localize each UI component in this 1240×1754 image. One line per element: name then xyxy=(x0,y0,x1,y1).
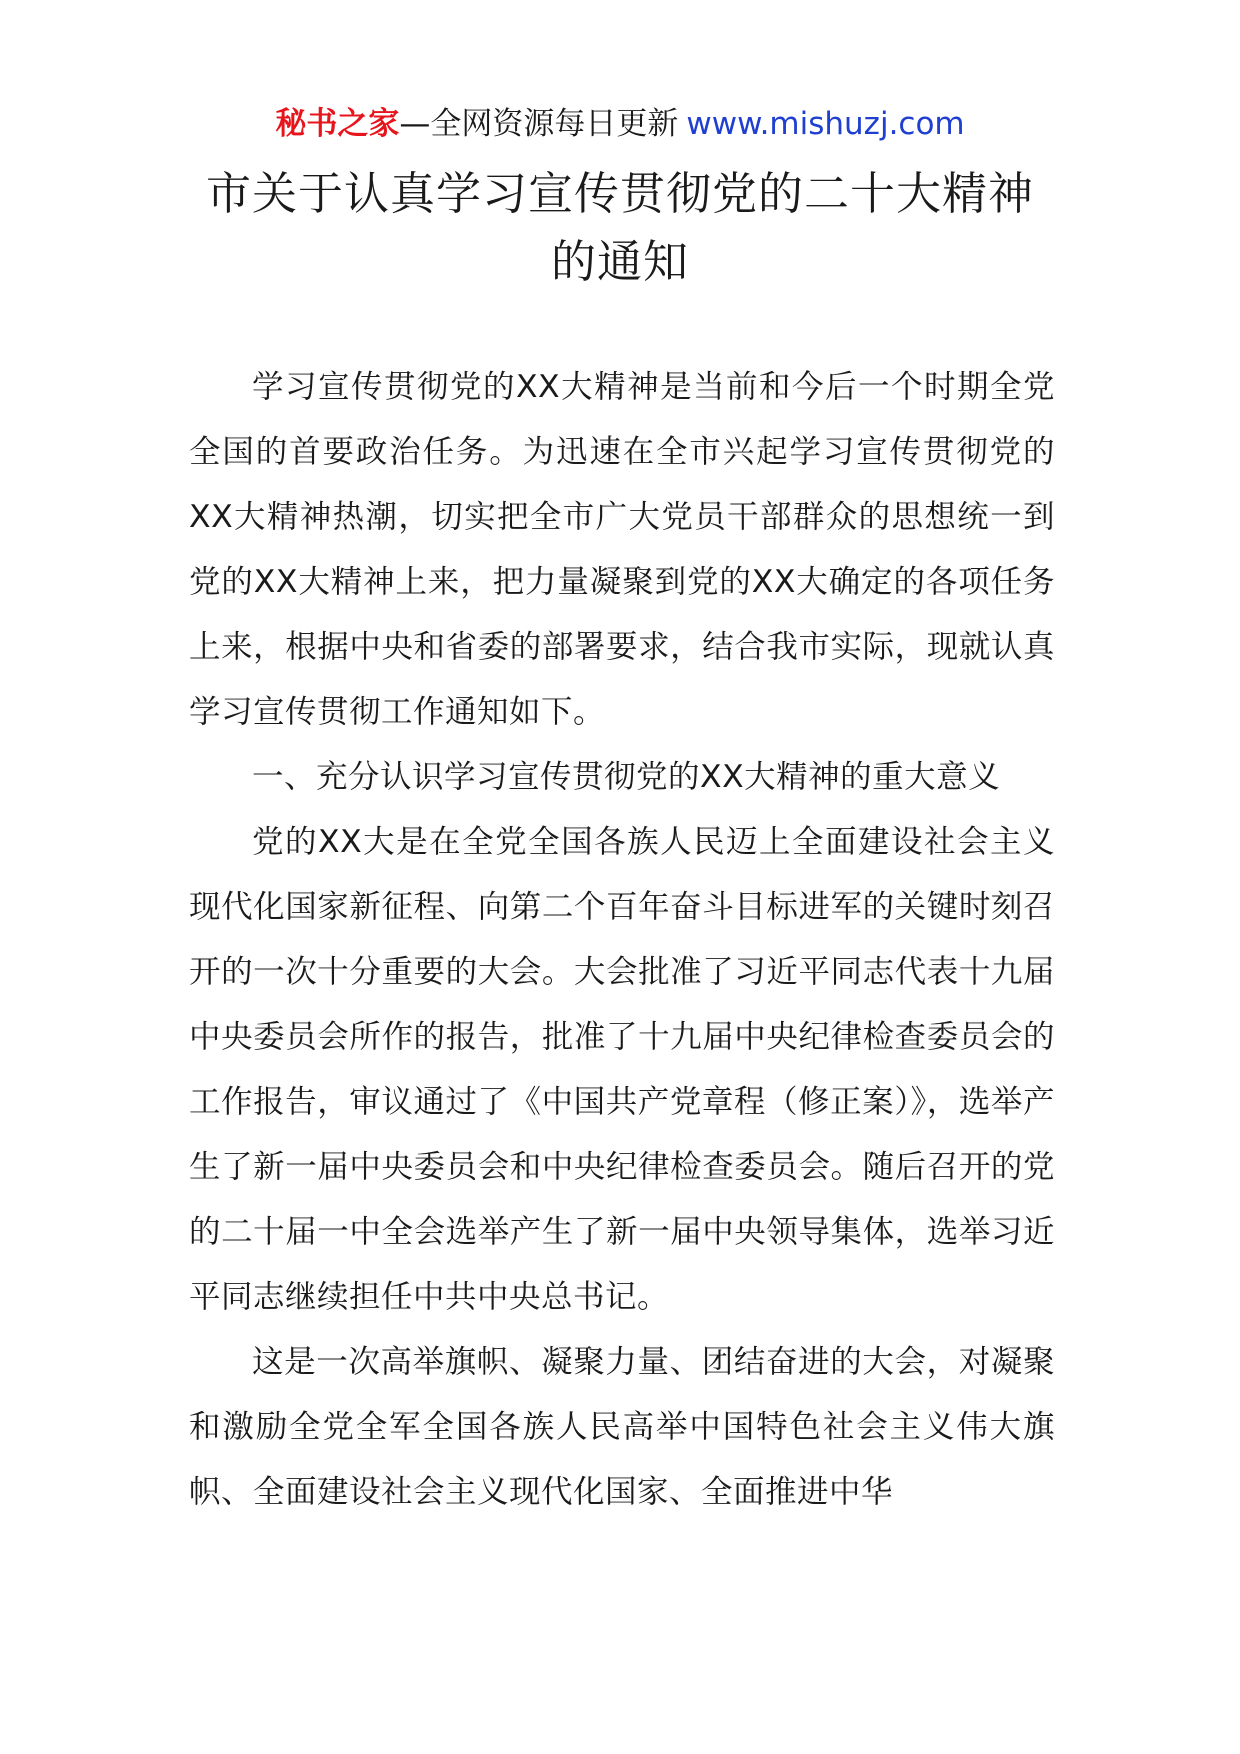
paragraph-congress: 党的XX大是在全党全国各族人民迈上全面建设社会主义现代化国家新征程、向第二个百年奋斗目标进军的关键时刻召开的一次十分重要的大会。大会批准了习近平同志代表十九届中央委员会所作的报告，批准了十九届中央纪律检查委员会的工作报告，审议通过了《中国共产党章程（修正案）》，选举产生了新一届中央委员会和中央纪律检查委员会。随后召开的党的二十届一中全会选举产生了新一届中央领导集体，选举习近平同志继续担任中共中央总书记。 xyxy=(189,824,1055,1315)
document-body xyxy=(189,355,1055,1525)
document-title xyxy=(150,160,1090,296)
title-line-2: 的通知 xyxy=(550,235,689,288)
site-url-link[interactable]: www.mishuzj.com xyxy=(686,106,965,142)
brand-name: 秘书之家 xyxy=(275,106,400,142)
paragraph-intro: 学习宣传贯彻党的XX大精神是当前和今后一个时期全党全国的首要政治任务。为迅速在全市兴起学习宣传贯彻党的XX大精神热潮，切实把全市广大党员干部群众的思想统一到党的XX大精神上来，把力量凝聚到党的XX大确定的各项任务上来，根据中央和省委的部署要求，结合我市实际，现就认真学习宣传贯彻工作通知如下。 xyxy=(189,369,1055,730)
title-line-1: 市关于认真学习宣传贯彻党的二十大精神 xyxy=(205,167,1034,220)
paragraph-significance: 这是一次高举旗帜、凝聚力量、团结奋进的大会，对凝聚和激励全党全军全国各族人民高举中国特色社会主义伟大旗帜、全面建设社会主义现代化国家、全面推进中华 xyxy=(189,1344,1055,1510)
site-header xyxy=(0,100,1240,148)
header-slogan: —全网资源每日更新 xyxy=(399,106,679,142)
section-heading-1: 一、充分认识学习宣传贯彻党的XX大精神的重大意义 xyxy=(252,759,1001,795)
